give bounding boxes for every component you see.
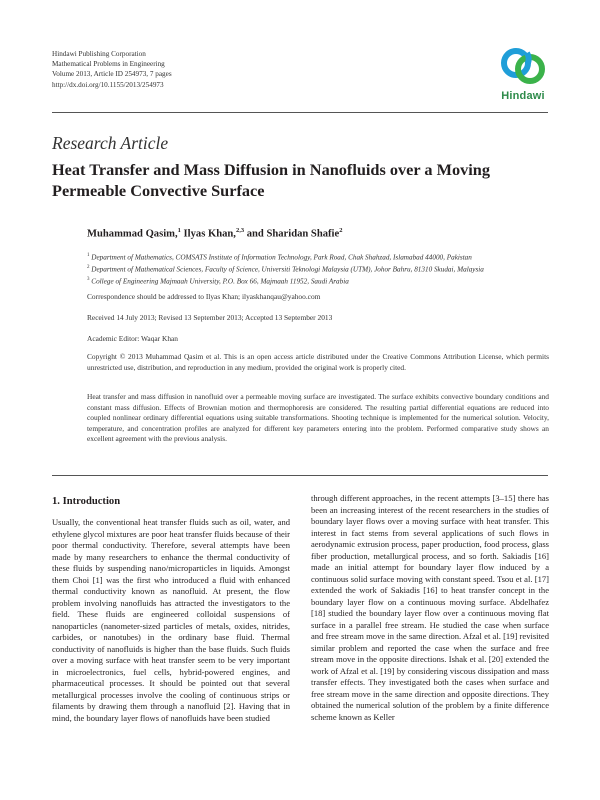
hindawi-logo-icon [497,45,549,89]
affiliation-3-marker: 3 [87,276,90,282]
intro-paragraph-1: Usually, the conventional heat transfer fluids such as oil, water, and ethylene glycol mixtures are poor heat transfer fluids because of their poor thermal conductivity. Therefore, several attempts have been made by many researchers to enhance the thermal conductivity of these fluids by suspending nano/microparticles in liquids. Amongst them Choi [1] was the first who introduced a fluid with enhanced thermal conductivity known as nanofluid. At present, the flow problem involving nanofluids has attracted the investigators to the field. These fluids are engineered colloidal suspensions of nanoparticles (nanometer-sized particles of metals, oxides, nitrides, carbides, or nanotubes) in the ordinary base fluid. Thermal conductivity of nanofluids is higher than the base fluids. Such fluids over a moving surface with heat transfer seem to be very important in microelectronics, fuel cells, hybrid-powered engines, and pharmaceutical processes. It should be pointed out that several metallurgical processes involve the cooling of continuous strips or filaments by drawing them through a nanofluid [2]. Having that in mind, the boundary layer flows of nanofluids have been studied [52,517,290,723]
article-title: Heat Transfer and Mass Diffusion in Nanofluids over a Moving Permeable Convective Surface [52,160,490,200]
journal-header [52,49,172,90]
academic-editor: Academic Editor: Waqar Khan [87,334,178,343]
copyright-notice: Copyright © 2013 Muhammad Qasim et al. This is an open access article distributed under the Creative Commons Attribution License, which permits unrestricted use, distribution, and reproduction in any medium, provided the original work is properly cited. [87,352,549,372]
doi-link[interactable]: http://dx.doi.org/10.1155/2013/254973 [52,80,164,89]
affiliation-1-text: Department of Mathematics, COMSATS Institute of Information Technology, Park Road, Chak Shahzad, Islamabad 44000, Pakistan [91,253,472,262]
author-3[interactable]: and Sharidan Shafie [244,228,340,240]
publisher-line: Hindawi Publishing Corporation [52,50,146,58]
affiliation-2-marker: 2 [87,264,90,270]
body-column-right [311,493,549,723]
body-column-left [52,517,290,724]
author-1[interactable]: Muhammad Qasim, [87,228,178,240]
affiliation-2-text: Department of Mathematical Sciences, Faculty of Science, Universiti Teknologi Malaysia (UTM), Johor Bahru, 81310 Skudai, Malaysia [91,265,484,274]
journal-name: Mathematical Problems in Engineering [52,60,165,69]
volume-line: Volume 2013, Article ID 254973, 7 pages [52,70,172,79]
author-2-affil: 2,3 [235,227,245,234]
author-1-affil: 1 [177,227,181,234]
abstract: Heat transfer and mass diffusion in nanofluid over a permeable moving surface are investigated. The surface exhibits convective boundary conditions and constant mass diffusion. Effects of Brownian motion and thermophoresis are considered. The resulting partial differential equations are reduced into coupled nonlinear ordinary differential equations using suitable transformations. Shooting technique is implemented for the numerical solution. Velocity, temperature, and concentration profiles are analyzed for different key parameters entering into the problem. Performed comparative study shows an excellent agreement with the previous analysis. [87,392,549,444]
affiliations [87,251,549,287]
hindawi-logo [497,45,549,105]
hindawi-logo-text: Hindawi [501,90,545,102]
abstract-divider [52,475,548,476]
author-3-affil: 2 [339,227,343,234]
author-list [87,227,549,240]
article-type: Research Article [52,133,169,153]
affiliation-1-marker: 1 [87,253,90,258]
section-heading-introduction: 1. Introduction [52,496,121,507]
affiliation-1 [87,251,549,263]
affiliation-3-text: College of Engineering Majmaah University, P.O. Box 66, Majmaah 11952, Saudi Arabia [91,277,349,286]
header-divider [52,112,548,113]
affiliation-3 [87,275,549,287]
intro-paragraph-continued: through different approaches, in the recent attempts [3–15] there has been an increasing interest of the recent researchers in the studies of boundary layer flows over a moving surface with heat transfer. This interest in fact stems from several applications of such flows in aerodynamic extrusion process, paper production, food process, glass fiber production, metallurgical process, and so forth. Sakiadis [16] made an initial attempt for boundary layer flow induced by a continuous solid surface moving with constant speed. Tsou et al. [17] extended the work of Sakiadis [16] to heat transfer concept in the boundary layer flow on a continuous moving surface. Abdelhafez [18] studied the boundary layer flow over a continuous moving flat surface in a parallel free stream. He studied the case when surface and free stream move in the same direction. Afzal et al. [19] revisited similar problem and reported the case when the surface and free stream move in the opposite directions. Ishak et al. [20] extended the work of Afzal et al. [19] by considering viscous dissipation and mass transfer effects. They investigated both the cases when surface and free stream move in the same direction and opposite directions. They obtained the numerical solution of the problem by a finite difference scheme known as Keller [311,493,549,722]
author-2[interactable]: Ilyas Khan, [180,228,236,240]
publication-dates: Received 14 July 2013; Revised 13 September 2013; Accepted 13 September 2013 [87,313,333,322]
correspondence-note: Correspondence should be addressed to Ilyas Khan; ilyaskhanqau@yahoo.com [87,292,321,301]
affiliation-2 [87,263,549,275]
